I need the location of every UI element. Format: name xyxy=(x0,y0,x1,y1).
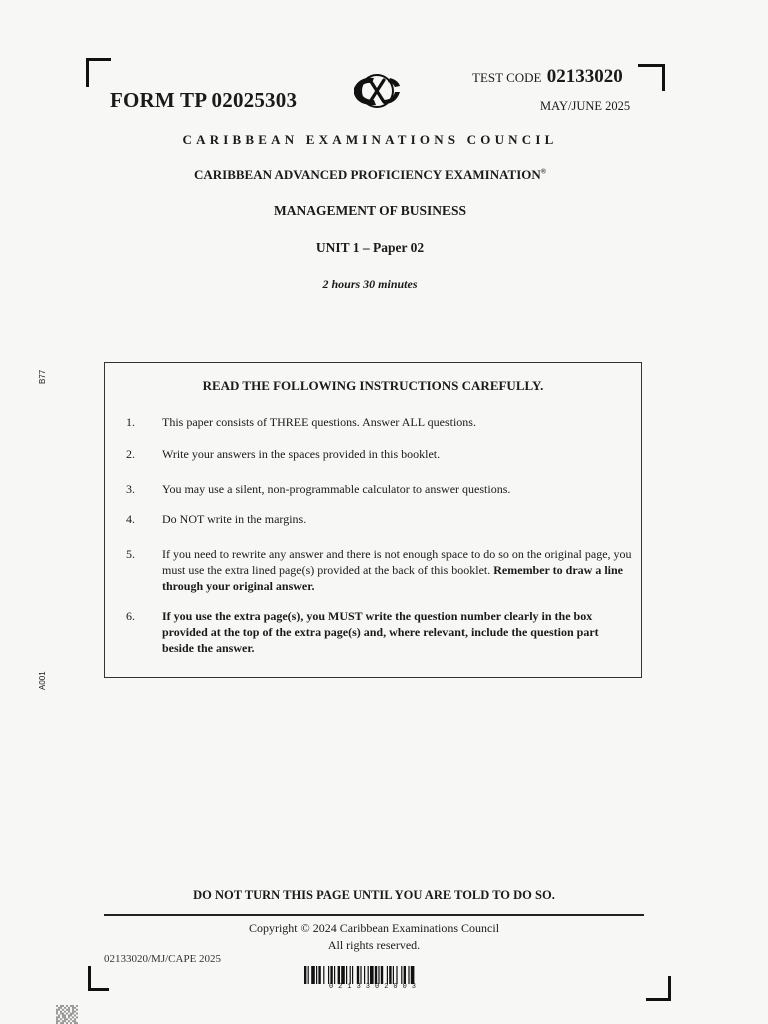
unit-paper: UNIT 1 – Paper 02 xyxy=(315,240,425,255)
instruction-text-bold: Remember to draw a line through your original answer. xyxy=(162,563,623,593)
qr-module xyxy=(60,1007,62,1009)
barcode-bar xyxy=(404,966,406,984)
qr-module xyxy=(70,1015,72,1017)
qr-module xyxy=(74,1011,76,1013)
exam-session: MAY/JUNE 2025 xyxy=(540,99,631,113)
barcode-bar xyxy=(328,966,329,984)
instruction-text: This paper consists of THREE questions. Answer ALL questions. xyxy=(162,415,476,429)
qr-module xyxy=(62,1015,64,1017)
barcode-bar xyxy=(338,966,340,984)
qr-module xyxy=(76,1013,78,1015)
instruction-text: You may use a silent, non-programmable calculator to answer questions. xyxy=(162,482,511,496)
instruction-text: If you use the extra page(s), you MUST write the question number clearly in the box provided at the top of the extra page(s) and, where relevant, include the question part beside the answer. xyxy=(162,609,599,655)
qr-module xyxy=(70,1005,72,1007)
qr-module xyxy=(72,1011,74,1013)
qr-module xyxy=(74,1015,76,1017)
instruction-number: 5. xyxy=(126,547,135,561)
barcode-bar xyxy=(368,966,369,984)
qr-module xyxy=(62,1005,64,1007)
qr-module xyxy=(56,1018,58,1020)
side-code-bottom: A001 xyxy=(38,671,47,690)
qr-module xyxy=(74,1007,76,1009)
barcode-bar xyxy=(393,966,394,984)
qr-module xyxy=(76,1005,78,1007)
footer-divider xyxy=(104,914,644,916)
test-code-label: TEST CODE xyxy=(472,70,542,85)
form-code: FORM TP 02025303 xyxy=(110,88,298,112)
qr-module xyxy=(66,1005,68,1007)
qr-module xyxy=(66,1018,68,1020)
qr-module xyxy=(72,1009,74,1011)
qr-module xyxy=(72,1013,74,1015)
barcode-bar xyxy=(370,966,374,984)
barcode-bar xyxy=(364,966,365,984)
qr-module xyxy=(72,1016,74,1018)
instruction-text: Write your answers in the spaces provided in this booklet. xyxy=(162,447,441,461)
barcode-bar xyxy=(304,966,306,984)
qr-module xyxy=(66,1013,68,1015)
qr-module xyxy=(62,1020,64,1022)
barcode-bar xyxy=(323,966,324,984)
instruction-number: 3. xyxy=(126,482,135,496)
barcode-bar xyxy=(346,966,347,984)
qr-module xyxy=(56,1005,58,1007)
qr-module xyxy=(72,1005,74,1007)
qr-module xyxy=(68,1016,70,1018)
barcode-bar xyxy=(352,966,353,984)
exam-duration: 2 hours 30 minutes xyxy=(322,277,418,291)
cxc-logo xyxy=(346,70,408,112)
barcode-bar xyxy=(411,966,415,984)
qr-module xyxy=(64,1018,66,1020)
barcode-bar xyxy=(389,966,391,984)
barcode-bar xyxy=(308,966,309,984)
instruction-number: 4. xyxy=(126,512,135,526)
qr-module xyxy=(56,1020,58,1022)
instruction-text-block xyxy=(162,546,632,594)
qr-module xyxy=(56,1011,58,1013)
qr-module xyxy=(64,1011,66,1013)
barcode-bar xyxy=(341,966,345,984)
test-code-number: 02133020 xyxy=(546,66,623,87)
qr-module xyxy=(74,1018,76,1020)
qr-module xyxy=(60,1013,62,1015)
qr-module xyxy=(68,1020,70,1022)
barcode-bar xyxy=(334,966,335,984)
instruction-text: Do NOT write in the margins. xyxy=(162,512,307,526)
paper-code: 02133020/MJ/CAPE 2025 xyxy=(104,953,222,965)
rights-reserved: All rights reserved. xyxy=(327,938,421,952)
test-code xyxy=(472,66,623,88)
barcode-bar xyxy=(311,966,315,984)
qr-module xyxy=(70,1013,72,1015)
barcode-bar xyxy=(330,966,332,984)
qr-module xyxy=(72,1020,74,1022)
qr-module xyxy=(64,1016,66,1018)
qr-module xyxy=(58,1020,60,1022)
instructions-title: READ THE FOLLOWING INSTRUCTIONS CAREFULLY. xyxy=(202,378,544,393)
qr-module xyxy=(76,1009,78,1011)
instruction-number: 2. xyxy=(126,447,135,461)
qr-module xyxy=(64,1015,66,1017)
exam-name-text: CARIBBEAN ADVANCED PROFICIENCY EXAMINATION xyxy=(193,167,541,182)
barcode-bar xyxy=(408,966,409,984)
barcode-bar xyxy=(357,966,359,984)
do-not-turn-warning: DO NOT TURN THIS PAGE UNTIL YOU ARE TOLD TO DO SO. xyxy=(193,888,555,902)
barcode-bar xyxy=(381,966,383,984)
qr-module xyxy=(62,1013,64,1015)
registered-mark: ® xyxy=(540,167,547,176)
corner-mark-bottom-left xyxy=(88,966,109,991)
barcode-bar xyxy=(360,966,361,984)
qr-module xyxy=(60,1005,62,1007)
qr-module xyxy=(58,1009,60,1011)
qr-module xyxy=(58,1016,60,1018)
qr-module xyxy=(56,1013,58,1015)
qr-module xyxy=(68,1015,70,1017)
council-name: CARIBBEAN EXAMINATIONS COUNCIL xyxy=(182,132,558,147)
qr-module xyxy=(62,1009,64,1011)
qr-module xyxy=(60,1018,62,1020)
qr-module xyxy=(64,1007,66,1009)
barcode-bar xyxy=(378,966,379,984)
barcode-digits: 0213302003 xyxy=(328,983,421,991)
side-code-top: B77 xyxy=(38,369,47,384)
qr-code xyxy=(56,1005,78,1024)
qr-module xyxy=(56,1016,58,1018)
subject-title: MANAGEMENT OF BUSINESS xyxy=(273,203,467,218)
barcode-bar xyxy=(387,966,388,984)
barcode-bar xyxy=(396,966,397,984)
qr-module xyxy=(76,1016,78,1018)
instruction-number: 1. xyxy=(126,415,135,429)
barcode-bar xyxy=(350,966,351,984)
exam-name xyxy=(0,167,740,183)
instruction-number: 6. xyxy=(126,609,135,623)
qr-module xyxy=(60,1011,62,1013)
qr-module xyxy=(72,1007,74,1009)
barcode-bar xyxy=(318,966,320,984)
qr-module xyxy=(64,1020,66,1022)
qr-module xyxy=(68,1009,70,1011)
barcode-bar xyxy=(375,966,377,984)
corner-mark-top-right xyxy=(638,64,665,91)
qr-module xyxy=(56,1009,58,1011)
qr-module xyxy=(62,1016,64,1018)
corner-mark-bottom-right xyxy=(646,976,671,1001)
qr-module xyxy=(68,1007,70,1009)
copyright-notice: Copyright © 2024 Caribbean Examinations Council xyxy=(248,921,500,935)
qr-module xyxy=(66,1009,68,1011)
instruction-text: If you need to rewrite any answer and there is not enough space to do so on the original page, you must use the extra lined page(s) provided at the back of this booklet. xyxy=(162,547,632,577)
qr-module xyxy=(68,1011,70,1013)
qr-module xyxy=(74,1020,76,1022)
qr-module xyxy=(58,1007,60,1009)
qr-module xyxy=(70,1018,72,1020)
qr-module xyxy=(58,1015,60,1017)
barcode-bar xyxy=(316,966,317,984)
barcode xyxy=(304,966,446,984)
corner-mark-top-left xyxy=(86,58,111,87)
barcode-bar xyxy=(401,966,402,984)
